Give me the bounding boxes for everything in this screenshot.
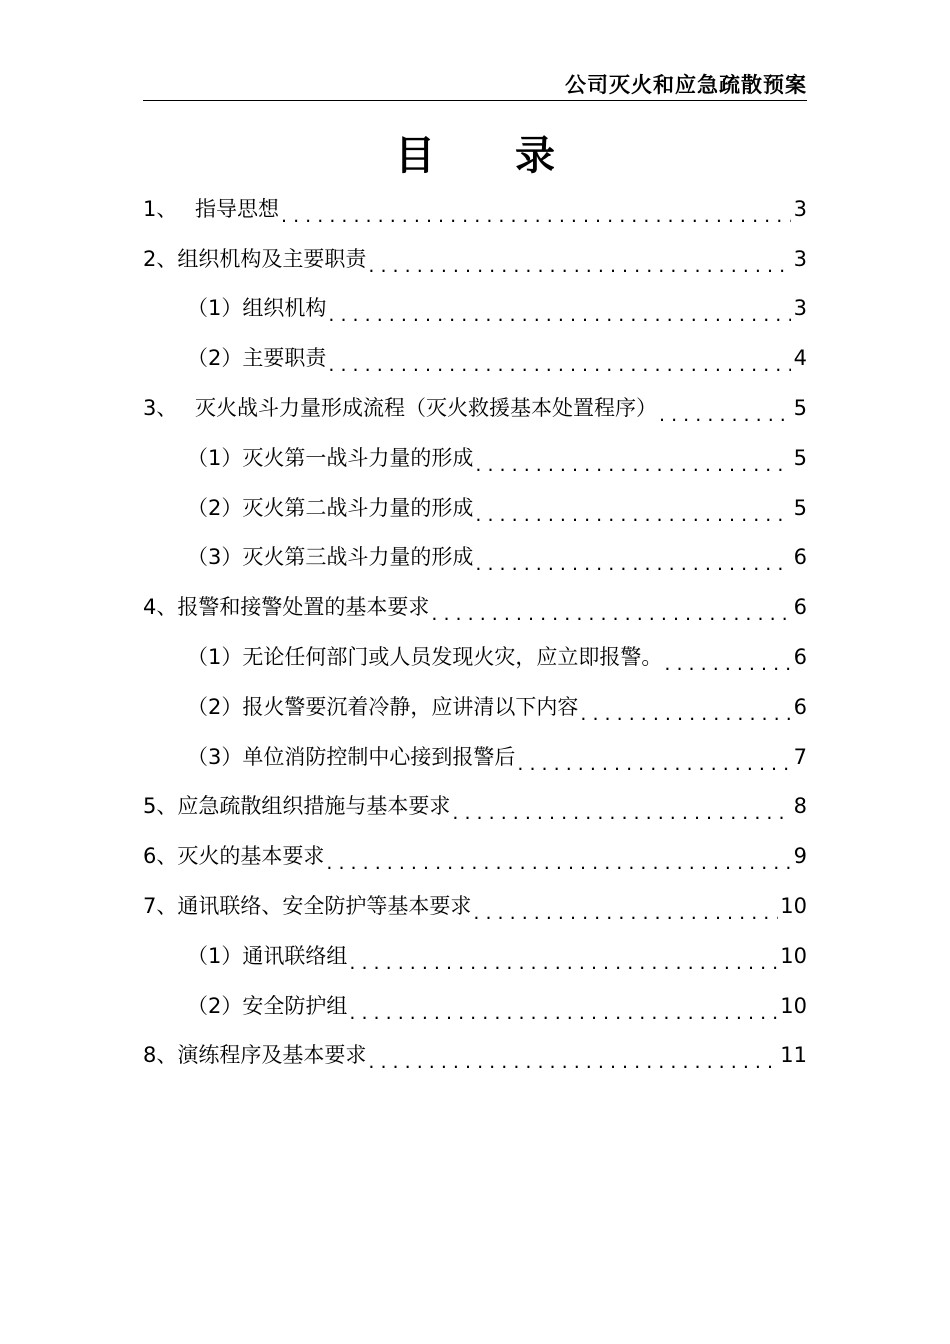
toc-entry-title: 应急疏散组织措施与基本要求 <box>177 794 451 819</box>
toc-entry-number: 2、 <box>143 246 178 271</box>
toc-entry[interactable] <box>143 632 807 682</box>
table-of-contents <box>143 184 807 1080</box>
toc-entry[interactable] <box>143 483 807 533</box>
toc-entry-title: 通讯联络、安全防护等基本要求 <box>177 894 472 919</box>
toc-entry-number: （2） <box>187 495 243 520</box>
toc-entry[interactable] <box>143 782 807 832</box>
toc-entry[interactable] <box>143 732 807 782</box>
toc-entry-number: 5、 <box>143 794 178 819</box>
toc-dot-leader <box>368 1052 778 1080</box>
toc-entry-title: 无论任何部门或人员发现火灾，应立即报警。 <box>242 645 663 670</box>
toc-entry-page-number: 5 <box>793 396 807 421</box>
document-title <box>0 128 950 184</box>
toc-dot-leader <box>452 803 791 831</box>
toc-dot-leader <box>349 1003 778 1031</box>
toc-entry-title: 单位消防控制中心接到报警后 <box>242 744 516 769</box>
toc-dot-leader <box>517 754 791 782</box>
toc-entry[interactable] <box>143 234 807 284</box>
toc-entry-title: 通讯联络组 <box>242 943 348 968</box>
toc-dot-leader <box>328 305 791 333</box>
toc-entry-number: （2） <box>187 993 243 1018</box>
toc-entry-title: 指导思想 <box>195 196 279 221</box>
toc-dot-leader <box>368 256 791 284</box>
toc-entry-number: 4、 <box>143 595 178 620</box>
toc-entry-number: （3） <box>187 545 243 570</box>
toc-dot-leader <box>580 704 791 732</box>
toc-entry-page-number: 9 <box>793 844 807 869</box>
toc-dot-leader <box>659 405 791 433</box>
toc-entry-number: （1） <box>187 645 243 670</box>
toc-entry[interactable] <box>143 533 807 583</box>
toc-entry-page-number: 7 <box>793 744 807 769</box>
toc-entry-title: 灭火第二战斗力量的形成 <box>242 495 474 520</box>
toc-dot-leader <box>431 604 791 632</box>
toc-entry[interactable] <box>143 433 807 483</box>
toc-entry-number: （1） <box>187 296 243 321</box>
title-char-2: 录 <box>515 133 555 179</box>
toc-entry-number: 6、 <box>143 844 178 869</box>
page-header <box>143 70 807 101</box>
toc-entry-title: 组织机构及主要职责 <box>177 246 367 271</box>
title-char-1: 目 <box>395 133 435 179</box>
toc-entry[interactable] <box>143 582 807 632</box>
toc-entry-page-number: 6 <box>793 694 807 719</box>
toc-entry-page-number: 6 <box>793 645 807 670</box>
toc-entry-number: 3、 <box>143 396 178 421</box>
toc-entry-number: 1、 <box>143 196 178 221</box>
header-title: 公司灭火和应急疏散预案 <box>565 73 807 97</box>
toc-entry-page-number: 6 <box>793 595 807 620</box>
toc-entry[interactable] <box>143 1031 807 1081</box>
toc-entry-page-number: 5 <box>793 445 807 470</box>
toc-entry-page-number: 5 <box>793 495 807 520</box>
toc-entry-title: 报警和接警处置的基本要求 <box>177 595 430 620</box>
toc-entry-number: （1） <box>187 445 243 470</box>
toc-entry[interactable] <box>143 284 807 334</box>
toc-entry-number: 7、 <box>143 894 178 919</box>
toc-entry-number: 8、 <box>143 1043 178 1068</box>
toc-entry-title: 灭火战斗力量形成流程（灭火救援基本处置程序） <box>195 396 657 421</box>
toc-entry[interactable] <box>143 831 807 881</box>
toc-entry-title: 报火警要沉着冷静，应讲清以下内容 <box>242 694 579 719</box>
toc-entry[interactable] <box>143 682 807 732</box>
toc-dot-leader <box>475 455 791 483</box>
toc-entry-page-number: 10 <box>780 943 807 968</box>
toc-entry-page-number: 3 <box>793 296 807 321</box>
toc-entry-page-number: 3 <box>793 246 807 271</box>
toc-entry-title: 主要职责 <box>242 346 327 371</box>
toc-entry-page-number: 4 <box>793 346 807 371</box>
toc-entry-title: 组织机构 <box>242 296 327 321</box>
toc-entry-number: （2） <box>187 694 243 719</box>
toc-entry[interactable] <box>143 184 807 234</box>
toc-dot-leader <box>326 853 791 881</box>
toc-dot-leader <box>473 903 778 931</box>
toc-entry[interactable] <box>143 383 807 433</box>
toc-entry[interactable] <box>143 931 807 981</box>
toc-entry[interactable] <box>143 981 807 1031</box>
toc-entry-number: （3） <box>187 744 243 769</box>
toc-entry-number: （1） <box>187 943 243 968</box>
toc-entry-title: 灭火第一战斗力量的形成 <box>242 445 474 470</box>
toc-entry-title: 安全防护组 <box>242 993 348 1018</box>
toc-entry-title: 灭火第三战斗力量的形成 <box>242 545 474 570</box>
toc-entry-page-number: 10 <box>780 894 807 919</box>
toc-entry-title: 灭火的基本要求 <box>177 844 325 869</box>
toc-entry[interactable] <box>143 881 807 931</box>
toc-entry-page-number: 8 <box>793 794 807 819</box>
toc-dot-leader <box>349 953 778 981</box>
toc-entry-page-number: 3 <box>793 196 807 221</box>
toc-dot-leader <box>475 554 791 582</box>
toc-dot-leader <box>281 206 791 234</box>
toc-entry[interactable] <box>143 333 807 383</box>
toc-entry-page-number: 11 <box>780 1043 807 1068</box>
toc-entry-number: （2） <box>187 346 243 371</box>
toc-entry-page-number: 6 <box>793 545 807 570</box>
toc-dot-leader <box>475 505 791 533</box>
toc-entry-title: 演练程序及基本要求 <box>177 1043 367 1068</box>
toc-entry-page-number: 10 <box>780 993 807 1018</box>
toc-dot-leader <box>664 654 791 682</box>
toc-dot-leader <box>328 355 791 383</box>
